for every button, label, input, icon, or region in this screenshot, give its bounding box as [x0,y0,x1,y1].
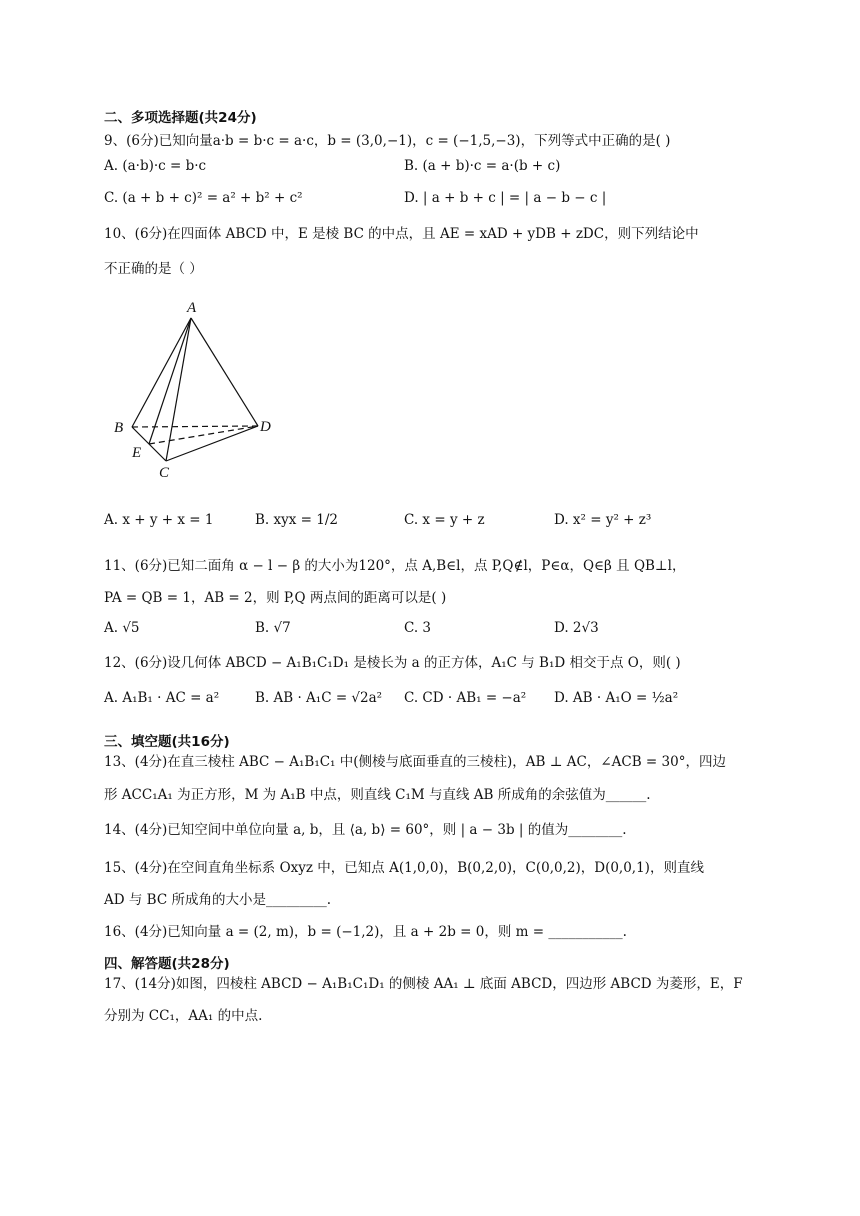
q9-option-c: C. (a + b + c)² = a² + b² + c² [104,190,303,206]
edge-ae [149,318,191,444]
q11-stem-line2: PA = QB = 1，AB = 2，则 P,Q 两点间的距离可以是( ) [104,590,447,606]
tetrahedron-figure [112,298,292,480]
label-d: D [260,419,271,435]
label-c: C [159,465,170,480]
q15-stem-line1: 15、(4分)在空间直角坐标系 Oxyz 中，已知点 A(1,0,0)，B(0,2,0)，C(0,0,2)，D(0,0,1)，则直线 [104,860,704,876]
q12-option-d: D. AB · A₁O = ½a² [554,690,679,706]
edge-ac [166,318,191,461]
q9-option-d: D. | a + b + c | = | a − b − c | [404,190,607,206]
q11-option-b: B. √7 [255,620,291,636]
q16-stem: 16、(4分)已知向量 a = (2, m)，b = (−1,2)，且 a + 2b = 0，则 m = ___________. [104,924,627,940]
q11-option-d: D. 2√3 [554,620,599,636]
section-fill-in: 三、填空题(共16分) [104,734,230,750]
section-answer: 四、解答题(共28分) [104,956,230,972]
q9-option-a: A. (a·b)·c = b·c [104,158,207,174]
section-multiple-choice: 二、多项选择题(共24分) [104,110,257,126]
q14-stem: 14、(4分)已知空间中单位向量 a, b，且 ⟨a, b⟩ = 60°，则 | a − 3b | 的值为________. [104,822,627,838]
q9-stem: 9、(6分)已知向量a·b = b·c = a·c，b = (3,0,−1)，c = (−1,5,−3)，下列等式中正确的是( ) [104,133,671,149]
edge-ab [132,318,191,427]
label-a: A [187,300,197,316]
label-e: E [132,445,142,461]
q10-option-c: C. x = y + z [404,512,485,528]
q13-stem-line1: 13、(4分)在直三棱柱 ABC − A₁B₁C₁ 中(侧棱与底面垂直的三棱柱)，AB ⊥ AC，∠ACB = 30°，四边 [104,754,726,770]
q10-stem-line1: 10、(6分)在四面体 ABCD 中，E 是棱 BC 的中点，且 AE = xAD + yDB + zDC，则下列结论中 [104,226,699,242]
q11-option-c: C. 3 [404,620,432,636]
q12-option-b: B. AB · A₁C = √2a² [255,690,383,706]
q12-stem: 12、(6分)设几何体 ABCD − A₁B₁C₁D₁ 是棱长为 a 的正方体，A₁C 与 B₁D 相交于点 O，则( ) [104,655,681,671]
q12-option-a: A. A₁B₁ · AC = a² [104,690,220,706]
q12-option-c: C. CD · AB₁ = −a² [404,690,527,706]
q11-stem-line1: 11、(6分)已知二面角 α − l − β 的大小为120°，点 A,B∈l，点 P,Q∉l，P∈α，Q∈β 且 QB⊥l， [104,558,686,574]
q17-stem-line1: 17、(14分)如图，四棱柱 ABCD − A₁B₁C₁D₁ 的侧棱 AA₁ ⊥ 底面 ABCD，四边形 ABCD 为菱形，E，F [104,976,743,992]
q10-option-b: B. xyx = 1/2 [255,512,338,528]
label-b: B [114,420,124,436]
edge-bd-hidden [132,426,258,427]
q13-stem-line2: 形 ACC₁A₁ 为正方形，M 为 A₁B 中点，则直线 C₁M 与直线 AB 所成角的余弦值为______. [104,787,651,803]
q10-option-a: A. x + y + x = 1 [104,512,214,528]
q15-stem-line2: AD 与 BC 所成角的大小是_________. [104,892,331,908]
q10-stem-line2: 不正确的是（ ） [104,261,203,277]
q17-stem-line2: 分别为 CC₁，AA₁ 的中点. [104,1008,263,1024]
edge-cd [166,426,258,461]
q10-option-d: D. x² = y² + z³ [554,512,652,528]
q9-option-b: B. (a + b)·c = a·(b + c) [404,158,561,174]
edge-ad [191,318,258,426]
q11-option-a: A. √5 [104,620,140,636]
edge-ed-hidden [149,426,258,444]
